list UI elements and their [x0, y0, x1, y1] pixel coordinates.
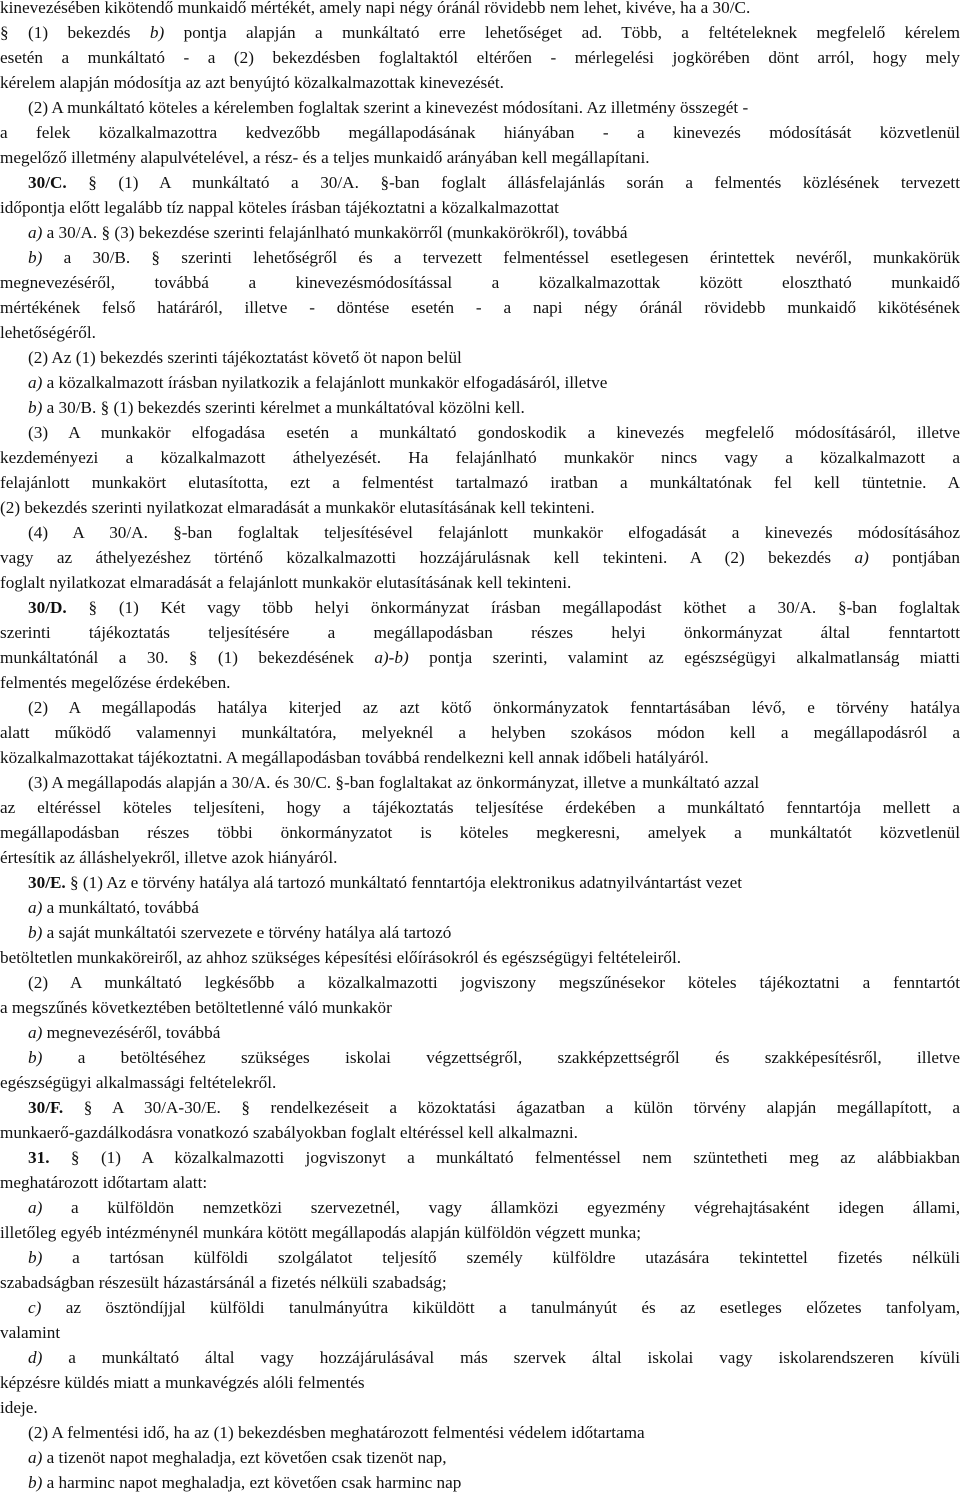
text-line	[0, 1019, 960, 1046]
text-run: (2) A megállapodás hatálya kiterjed az azt kötő önkormányzatok fenntartásában lévő, e törvény hatálya	[28, 698, 960, 717]
section-number: 30/E.	[28, 873, 66, 892]
text-run: pontja szerinti, valamint az egészségügyi alkalmatlanság miatti	[408, 648, 960, 667]
text-line	[0, 794, 960, 821]
text-run: képzésre küldés miatt a munkavégzés alóli felmentés	[0, 1373, 365, 1392]
text-run: vagy az áthelyezéshez történő közalkalmazotti hozzájárulásnak kell tekinteni. A (2) bekezdés	[0, 548, 855, 567]
text-line	[0, 44, 960, 71]
text-line	[0, 569, 960, 596]
text-line	[0, 844, 960, 871]
text-line	[0, 1194, 960, 1221]
text-run: § A 30/A-30/E. § rendelkezéseit a közoktatási ágazatban a külön törvény alapján megállapított, a	[63, 1098, 960, 1117]
text-run: meghatározott időtartam alatt:	[0, 1173, 208, 1192]
text-run: § (1) Két vagy több helyi önkormányzat írásban megállapodást köthet a 30/A. §-ban foglaltak	[66, 598, 960, 617]
text-run: kezdeményezi a közalkalmazott áthelyezését. Ha felajánlható munkakör nincs vagy a közalkalmazott a	[0, 448, 960, 467]
text-run: kinevezésében kikötendő munkaidő mértékét, amely napi négy óránál rövidebb nem lehet, kivéve, ha a 30/C.	[0, 0, 751, 17]
point-label: b)	[149, 23, 165, 42]
point-label: a)-b)	[374, 648, 409, 667]
text-run: felmentés megelőzése érdekében.	[0, 673, 231, 692]
text-run: szerinti tájékoztatás teljesítésére a megállapodásban részes helyi önkormányzat által fenntartott	[0, 623, 960, 642]
text-run: (2) A felmentési idő, ha az (1) bekezdésben meghatározott felmentési védelem időtartama	[28, 1423, 645, 1442]
point-label: b)	[28, 1248, 43, 1267]
text-line	[0, 619, 960, 646]
text-run: az ösztöndíjjal külföldi tanulmányútra kiküldött a tanulmányút és az esetleges előzetes tanfolyam,	[41, 1298, 960, 1317]
text-line	[0, 1169, 960, 1196]
text-run: ideje.	[0, 1398, 38, 1417]
text-line	[0, 344, 960, 371]
text-line	[0, 1444, 960, 1471]
text-run: szabadságban részesült házastársánál a fizetés nélküli szabadság;	[0, 1273, 447, 1292]
text-line	[0, 544, 960, 571]
text-run: az eltéréssel köteles teljesíteni, hogy a tájékoztatás teljesítése érdekében a munkáltató fenntartója mellett a	[0, 798, 960, 817]
text-run: a tartósan külföldi szolgálatot teljesítő személy külföldre utazására tekintettel fizetés nélküli	[42, 1248, 960, 1267]
text-run: (2) A munkáltató köteles a kérelemben foglaltak szerint a kinevezést módosítani. Az illetmény összegét -	[28, 98, 749, 117]
text-line	[0, 869, 960, 896]
text-line	[0, 1144, 960, 1171]
point-label: b)	[28, 923, 43, 942]
text-run: a megszűnés következtében betöltetlenné váló munkakör	[0, 998, 392, 1017]
text-run: (3) A munkakör elfogadása esetén a munkáltató gondoskodik a kinevezés megfelelő módosításáról, illetve	[28, 423, 960, 442]
text-run: § (1) A munkáltató a 30/A. §-ban foglalt állásfelajánlás során a felmentés közlésének tervezett	[66, 173, 960, 192]
text-run: megelőző illetmény alapulvételével, a rész- és a teljes munkaidő arányában kell megállapítani.	[0, 148, 650, 167]
text-run: alatt működő valamennyi munkáltatóra, melyeknél a helyben szokásos módon kell a megállapodásról a	[0, 723, 960, 742]
point-label: a)	[28, 898, 43, 917]
text-line	[0, 494, 960, 521]
text-run: a közalkalmazott írásban nyilatkozik a felajánlott munkakör elfogadásáról, illetve	[42, 373, 608, 392]
text-line	[0, 469, 960, 496]
text-run: lehetőségéről.	[0, 323, 96, 342]
text-run: a 30/B. § szerinti lehetőségről és a tervezett felmentéssel esetlegesen érintettek nevéről, munkakörük	[42, 248, 960, 267]
text-run: (2) bekezdés szerinti nyilatkozat elmaradását a munkakör elutasításának kell tekinteni.	[0, 498, 595, 517]
text-line	[0, 1469, 960, 1496]
text-line	[0, 19, 960, 46]
text-line	[0, 519, 960, 546]
text-run: a harminc napot meghaladja, ezt követően csak harminc nap	[42, 1473, 462, 1492]
text-line	[0, 1419, 960, 1446]
text-run: pontja alapján a munkáltató erre lehetőséget ad. Több, a feltételeknek megfelelő kérelem	[164, 23, 960, 42]
text-line	[0, 919, 960, 946]
text-run: § (1) A közalkalmazotti jogviszonyt a munkáltató felmentéssel nem szüntetheti meg az alábbiakban	[49, 1148, 960, 1167]
point-label: c)	[28, 1298, 42, 1317]
text-run: munkáltatónál a 30. § (1) bekezdésének	[0, 648, 375, 667]
text-line	[0, 819, 960, 846]
text-line	[0, 419, 960, 446]
text-line	[0, 1094, 960, 1121]
text-run: mértékének felső határáról, illetve - döntése esetén - a napi négy óránál rövidebb munkaidő kikötésének	[0, 298, 960, 317]
text-run: a munkáltató, továbbá	[42, 898, 199, 917]
text-run: értesítik az álláshelyekről, illetve azok hiányáról.	[0, 848, 338, 867]
point-label: a)	[28, 1448, 43, 1467]
text-run: a 30/A. § (3) bekezdése szerinti felajánlható munkakörről (munkakörökről), továbbá	[42, 223, 628, 242]
text-line	[0, 94, 960, 121]
text-line	[0, 319, 960, 346]
text-line	[0, 694, 960, 721]
text-run: (2) Az (1) bekezdés szerinti tájékoztatást követő öt napon belül	[28, 348, 462, 367]
text-line	[0, 1069, 960, 1096]
point-label: a)	[854, 548, 869, 567]
text-line	[0, 594, 960, 621]
text-run: (4) A 30/A. §-ban foglaltak teljesítésével felajánlott munkakör elfogadását a kinevezés módosításához	[28, 523, 960, 542]
text-run: a felek közalkalmazottra kedvezőbb megállapodásának hiányában - a kinevezés módosítását közvetlenül	[0, 123, 960, 142]
text-line	[0, 1269, 960, 1296]
text-run: (3) A megállapodás alapján a 30/A. és 30/C. §-ban foglaltakat az önkormányzat, illetve a munkáltató azzal	[28, 773, 760, 792]
text-run: esetén a munkáltató - a (2) bekezdésben foglaltaktól eltérően - mérlegelési jogkörében dönt arról, hogy mely	[0, 48, 960, 67]
text-line	[0, 744, 960, 771]
text-line	[0, 1319, 960, 1346]
text-line	[0, 169, 960, 196]
text-line	[0, 394, 960, 421]
text-run: közalkalmazottakat tájékoztatni. A megállapodásban továbbá rendelkezni kell annak időbeli hatályáról.	[0, 748, 709, 767]
text-run: a munkáltató által vagy hozzájárulásával más szervek által iskolai vagy iskolarendszeren kívüli	[42, 1348, 960, 1367]
text-run: megnevezéséről, továbbá a kinevezésmódosítással a közalkalmazottak között elosztható munkaidő	[0, 273, 960, 292]
text-line	[0, 969, 960, 996]
section-number: 30/C.	[28, 173, 67, 192]
text-line	[0, 769, 960, 796]
text-line	[0, 269, 960, 296]
text-line	[0, 894, 960, 921]
text-run: betöltetlen munkaköreiről, az ahhoz szükséges képesítési előírásokról és egészségügyi feltételeiről.	[0, 948, 682, 967]
point-label: b)	[28, 1473, 43, 1492]
point-label: a)	[28, 223, 43, 242]
text-run: a betöltéséhez szükséges iskolai végzettségről, szakképzettségről és szakképesítésről, illetve	[42, 1048, 960, 1067]
text-run: a 30/B. § (1) bekezdés szerinti kérelmet a munkáltatóval közölni kell.	[42, 398, 525, 417]
text-line	[0, 1219, 960, 1246]
text-run: foglalt nyilatkozat elmaradását a felajánlott munkakör elutasításának kell tekinteni.	[0, 573, 572, 592]
text-run: § (1) bekezdés	[0, 23, 150, 42]
point-label: a)	[28, 1198, 43, 1217]
text-line	[0, 1344, 960, 1371]
text-line	[0, 294, 960, 321]
text-line	[0, 1244, 960, 1271]
text-line	[0, 994, 960, 1021]
text-run: időpontja előtt legalább tíz nappal köteles írásban tájékoztatni a közalkalmazottat	[0, 198, 559, 217]
point-label: a)	[28, 1023, 43, 1042]
text-line	[0, 1044, 960, 1071]
text-run: megállapodásban részes többi önkormányzatot is köteles megkeresni, amelyek a munkáltatót közvetlenül	[0, 823, 960, 842]
text-run: felajánlott munkakört elutasította, ezt a felmentést tartalmazó iratban a munkáltatónak fel kell tüntetnie. A	[0, 473, 960, 492]
text-run: a tizenöt napot meghaladja, ezt követően csak tizenöt nap,	[42, 1448, 447, 1467]
text-line	[0, 944, 960, 971]
text-line	[0, 244, 960, 271]
text-line	[0, 444, 960, 471]
text-run: megnevezéséről, továbbá	[42, 1023, 221, 1042]
text-run: pontjában	[868, 548, 960, 567]
point-label: b)	[28, 1048, 43, 1067]
text-run: a külföldön nemzetközi szervezetnél, vagy államközi egyezmény végrehajtásaként idegen állami,	[42, 1198, 960, 1217]
text-run: § (1) Az e törvény hatálya alá tartozó munkáltató fenntartója elektronikus adatnyilvántartást vezet	[65, 873, 742, 892]
text-line	[0, 0, 960, 21]
text-line	[0, 1119, 960, 1146]
text-line	[0, 669, 960, 696]
text-run: illetőleg egyéb intézménynél munkára kötött megállapodás alapján külföldön végzett munka;	[0, 1223, 641, 1242]
text-line	[0, 369, 960, 396]
text-line	[0, 69, 960, 96]
point-label: b)	[28, 398, 43, 417]
text-line	[0, 1294, 960, 1321]
text-run: kérelem alapján módosítja az azt benyújtó közalkalmazottak kinevezését.	[0, 73, 504, 92]
text-line	[0, 1369, 960, 1396]
section-number: 30/D.	[28, 598, 67, 617]
point-label: b)	[28, 248, 43, 267]
text-line	[0, 719, 960, 746]
point-label: a)	[28, 373, 43, 392]
text-line	[0, 1394, 960, 1421]
text-line	[0, 119, 960, 146]
section-number: 31.	[28, 1148, 50, 1167]
text-run: a saját munkáltatói szervezete e törvény hatálya alá tartozó	[42, 923, 452, 942]
text-line	[0, 144, 960, 171]
text-line	[0, 219, 960, 246]
text-line	[0, 194, 960, 221]
section-number: 30/F.	[28, 1098, 64, 1117]
text-run: egészségügyi alkalmassági feltételekről.	[0, 1073, 277, 1092]
text-run: valamint	[0, 1323, 61, 1342]
text-run: (2) A munkáltató legkésőbb a közalkalmazotti jogviszony megszűnésekor köteles tájékoztatni a fenntartót	[28, 973, 960, 992]
text-run: munkaerő-gazdálkodásra vonatkozó szabályokban foglalt eltéréssel kell alkalmazni.	[0, 1123, 578, 1142]
point-label: d)	[28, 1348, 43, 1367]
text-line	[0, 644, 960, 671]
